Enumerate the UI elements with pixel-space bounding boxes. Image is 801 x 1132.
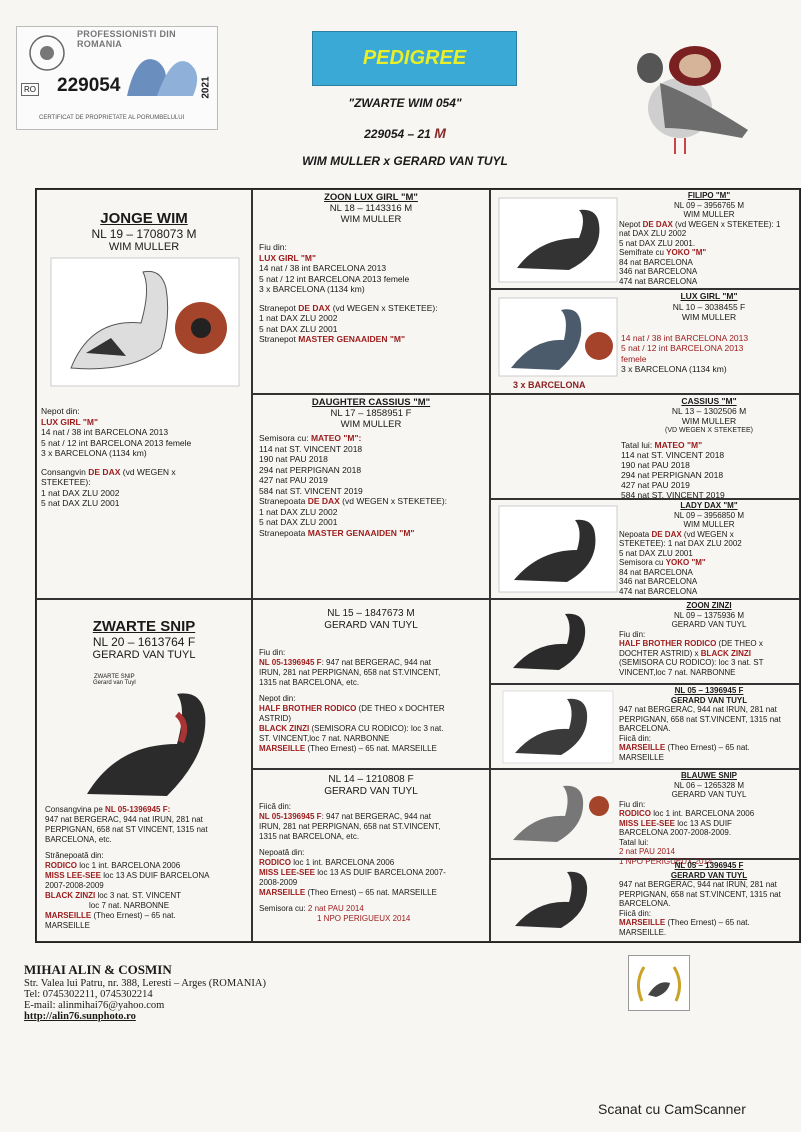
grandparent-filipo-cell: FILIPO "M" NL 09 – 3956765 M WIM MULLER Nepot DE DAX (vd WEGEN x STEKETEE): 1 nat DAX ZLU 2002 5 nat DAX ZLU 2001. Semifrate cu YOKO "M" 84 nat BARCELONA 346 nat BARCELONA 474 nat BARCELONA bbox=[490, 189, 800, 289]
grandparent-nl05-second-cell: NL 05 – 1396945 F GERARD VAN TUYL 947 nat BERGERAC, 944 nat IRUN, 281 nat PERPIGNAN, 658 nat ST.VINCENT, 1315 nat BARCELONA. Fiică din: MARSEILLE (Theo Ernest) – 65 nat. MARSEILLE. bbox=[490, 859, 800, 942]
pedigree-badge: PEDIGREE bbox=[312, 31, 517, 86]
grandparent-cassius-cell: CASSIUS "M" NL 13 – 1302506 M WIM MULLER (VD WEGEN X STEKETEE) Tatal lui: MATEO "M" 114 nat ST. VINCENT 2018 190 nat PAU 2018 294 nat PERPIGNAN 2018 427 nat PAU 2019 584 nat ST. VINCENT 2019 bbox=[490, 394, 800, 499]
dam-dam-cell: NL 14 – 1210808 F GERARD VAN TUYL Fiică din: NL 05-1396945 F: 947 nat BERGERAC, 944 nat IRUN, 281 nat PERPIGNAN, 658 nat ST.VINCENT, 1315 nat BARCELONA, etc. Nepoată din: RODICO loc 1 int. BARCELONA 2006 MISS LEE-SEE loc 13 AS DUIF BARCELONA 2007- 2008-2009 MARSEILLE (Theo Ernest) – 65 nat. MARSEILLE Semisora cu: 2 nat PAU 2014 1 NPO PERIGUEUX 2014 bbox=[252, 769, 490, 942]
dam-sire-cell: NL 15 – 1847673 M GERARD VAN TUYL Fiu din: NL 05-1396945 F: 947 nat BERGERAC, 944 nat IRUN, 281 nat PERPIGNAN, 658 nat ST.VINCENT, 1315 nat BARCELONA, etc. Nepot din: HALF BROTHER RODICO (DE THEO x DOCHTER ASTRID) BLACK ZINZI (SEMISORA CU RODICO): loc 3 nat. ST. VINCENT,loc 7 nat. NARBONNE MARSEILLE (Theo Ernest) – 65 nat. MARSEILLE bbox=[252, 599, 490, 769]
sire-ring: NL 19 – 1708073 M bbox=[91, 227, 197, 241]
sire-photo bbox=[51, 258, 239, 386]
breeder-website-link[interactable]: http://alin76.sunphoto.ro bbox=[24, 1011, 136, 1022]
pigeon-parents: WIM MULLER x GERARD VAN TUYL bbox=[302, 154, 508, 168]
sire-name: JONGE WIM bbox=[100, 210, 188, 227]
breeder-email[interactable]: E-mail: alinmihai76@yahoo.com bbox=[24, 1000, 165, 1011]
grandparent-blauwe-snip-cell: BLAUWE SNIP NL 06 – 1265328 M GERARD VAN TUYL Fiu din: RODICO loc 1 int. BARCELONA 2006 MISS LEE-SEE loc 13 AS DUIF BARCELONA 2007-2008-2009. Tatal lui: 2 nat PAU 2014 1 NPO PERIGUEUX 2014 bbox=[490, 769, 800, 859]
country-code: RO bbox=[21, 83, 39, 96]
pigeons-logo-icon bbox=[117, 41, 207, 101]
main-pigeon-photo bbox=[620, 38, 760, 158]
pigeon-name: "ZWARTE WIM 054" bbox=[348, 96, 462, 110]
ownership-certificate bbox=[16, 26, 218, 130]
pigeon-ring: 229054 – 21 M bbox=[364, 125, 446, 141]
lady-dax-photo bbox=[499, 506, 617, 592]
certificate-year: 2021 bbox=[200, 76, 212, 99]
grandparent-zoon-zinzi-cell: ZOON ZINZI NL 09 – 1375936 M GERARD VAN TUYL Fiu din: HALF BROTHER RODICO (DE THEO x DOCHTER ASTRID) x BLACK ZINZI (SEMISORA CU RODICO): loc 3 nat. ST VINCENT,loc 7 nat. NARBONNE bbox=[490, 599, 800, 684]
dam-breeder: GERARD VAN TUYL bbox=[92, 649, 196, 661]
sire-cell: JONGE WIM NL 19 – 1708073 M WIM MULLER Nepot din: LUX GIRL "M" 14 nat / 38 int BARCELONA 2013 5 nat / 12 int BARCELONA 2013 femele 3 x BARCELONA (1134 km) Consangvin DE DAX (vd WEGEN x STEKETEE): 1 nat DAX ZLU 2002 5 nat DAX ZLU 2001 bbox=[36, 189, 252, 599]
lux-girl-caption: 3 x BARCELONA bbox=[513, 380, 586, 390]
pedigree-grid bbox=[35, 188, 801, 943]
dam-cell: ZWARTE SNIP NL 20 – 1613764 F GERARD VAN TUYL ZWARTE SNIP Gerard van Tuyl Consangvina pe NL 05-1396945 F: 947 nat BERGERAC, 944 nat IRUN, 281 nat PERPIGNAN, 658 nat ST VINCENT, 1315 nat BARCELONA, etc. Strănepoată din: RODICO loc 1 int. BARCELONA 2006 MISS LEE-SEE loc 13 AS DUIF BARCELONA 2007-2008-2009 BLACK ZINZI loc 3 nat. ST. VINCENT loc 7 nat. NARBONNE MARSEILLE (Theo Ernest) – 65 nat. MARSEILLE bbox=[36, 599, 252, 942]
filipo-photo bbox=[499, 198, 617, 282]
certificate-header: PROFESSIONISTI DIN ROMANIA bbox=[77, 29, 176, 49]
certificate-footer: CERTIFICAT DE PROPRIETATE AL PORUMBELULUI bbox=[39, 115, 185, 121]
sire-breeder: WIM MULLER bbox=[108, 241, 180, 253]
lux-girl-photo bbox=[499, 298, 617, 376]
sire-sire-cell: ZOON LUX GIRL "M" NL 18 – 1143316 M WIM MULLER Fiu din: LUX GIRL "M" 14 nat / 38 int BARCELONA 2013 5 nat / 12 int BARCELONA 2013 femele 3 x BARCELONA (1134 km) Stranepot DE DAX (vd WEGEN x STEKETEE): 1 nat DAX ZLU 2002 5 nat DAX ZLU 2001 Stranepot MASTER GENAAIDEN "M" bbox=[252, 189, 490, 394]
blauwe-snip-photo bbox=[503, 776, 613, 850]
emblem-icon bbox=[27, 33, 67, 73]
dam-ring: NL 20 – 1613764 F bbox=[92, 635, 196, 649]
scanner-watermark: Scanat cu CamScanner bbox=[598, 1101, 746, 1117]
grandparent-nl05-cell: NL 05 – 1396945 F GERARD VAN TUYL 947 nat BERGERAC, 944 nat IRUN, 281 nat PERPIGNAN, 658 nat ST.VINCENT, 1315 nat BARCELONA. Fiică din: MARSEILLE (Theo Ernest) – 65 nat. MARSEILLE bbox=[490, 684, 800, 769]
grandparent-lady-dax-cell: LADY DAX "M" NL 09 – 3956850 M WIM MULLER Nepoata DE DAX (vd WEGEN x STEKETEE): 1 nat DAX ZLU 2002 5 nat DAX ZLU 2001 Semisora cu YOKO "M" 84 nat BARCELONA 346 nat BARCELONA 474 nat BARCELONA bbox=[490, 499, 800, 599]
dam-photo bbox=[77, 684, 217, 804]
breeder-contact bbox=[24, 962, 266, 1022]
sire-dam-cell: DAUGHTER CASSIUS "M" NL 17 – 1858951 F WIM MULLER Semisora cu: MATEO "M": 114 nat ST. VINCENT 2018 190 nat PAU 2018 294 nat PERPIGNAN 2018 427 nat PAU 2019 584 nat ST. VINCENT 2019 Stranepoata DE DAX (vd WEGEN x STEKETEE): 1 nat DAX ZLU 2002 5 nat DAX ZLU 2001 Stranepoata MASTER GENAAIDEN "M" bbox=[252, 394, 490, 599]
breeder-name: MIHAI ALIN & COSMIN bbox=[24, 962, 172, 977]
breeder-phone: Tel: 0745302211, 0745302214 bbox=[24, 989, 153, 1000]
sex-mark: M bbox=[434, 125, 446, 141]
grandparent-lux-girl-cell: 3 x BARCELONA LUX GIRL "M" NL 10 – 3038455 F WIM MULLER 14 nat / 38 int BARCELONA 2013 5 nat / 12 int BARCELONA 2013 femele 3 x BARCELONA (1134 km) bbox=[490, 289, 800, 394]
dam-name: ZWARTE SNIP bbox=[92, 618, 196, 635]
certificate-number: 229054 bbox=[57, 75, 121, 96]
zoon-zinzi-photo bbox=[503, 606, 613, 678]
nl05-photo bbox=[503, 691, 613, 763]
nl05-second-photo bbox=[503, 866, 613, 936]
laurel-logo-icon bbox=[628, 955, 690, 1011]
breeder-address: Str. Valea lui Patru, nr. 388, Leresti – Arges (ROMANIA) bbox=[24, 978, 266, 989]
